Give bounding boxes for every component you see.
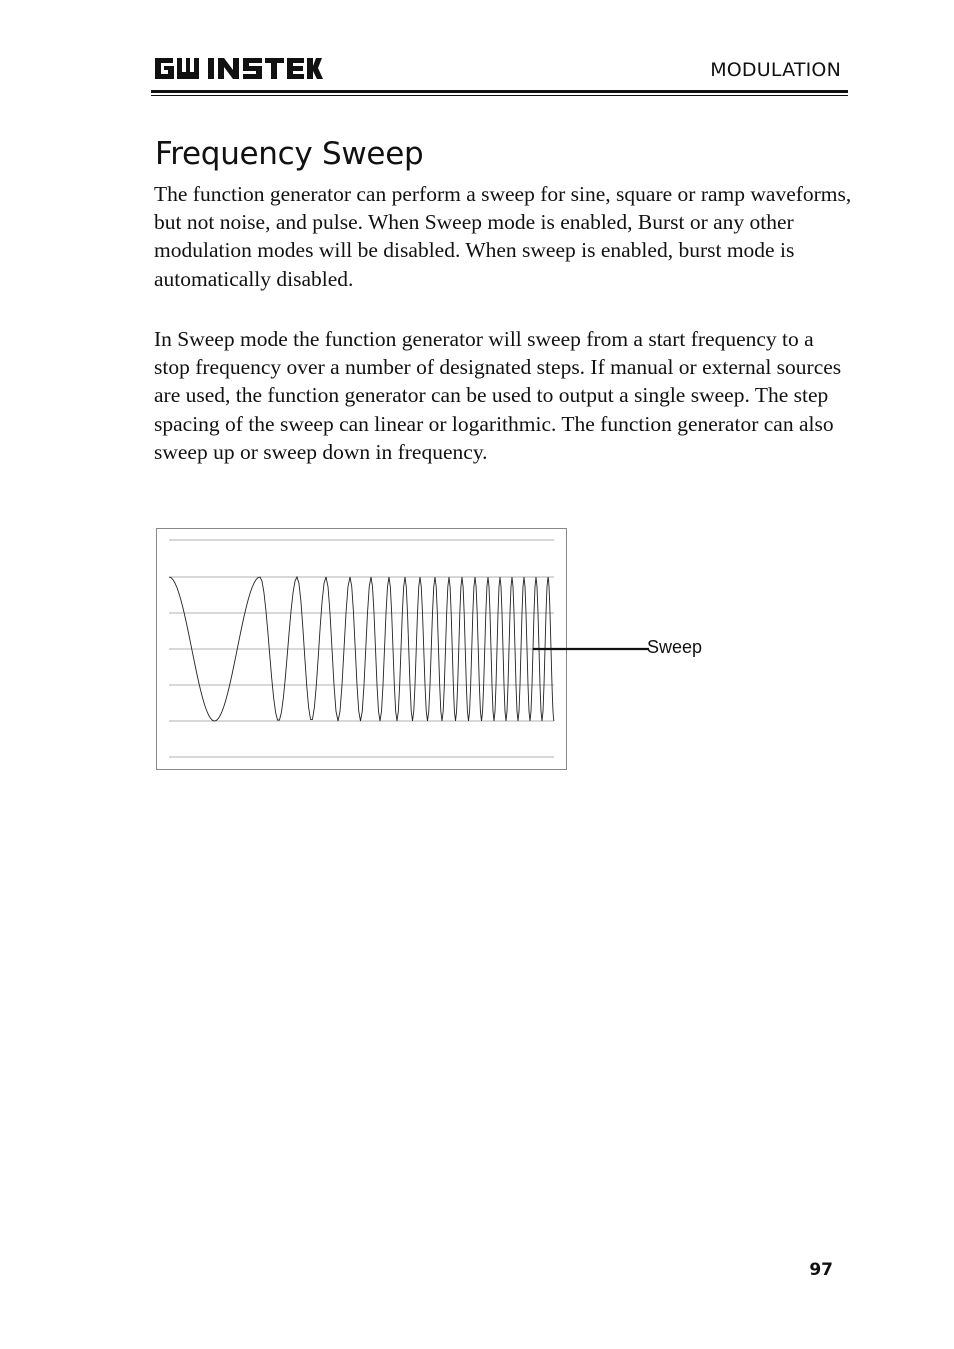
figure-frame [157, 529, 567, 770]
page-number: 97 [809, 1260, 833, 1280]
sweep-waveform [169, 577, 554, 721]
header-rule-thin [151, 95, 848, 96]
sweep-label: Sweep [647, 637, 703, 657]
paragraph-intro: The function generator can perform a sweep for sine, square or ramp waveforms, but not noise, and pulse. When Sweep mode is enabled, Burst or any other modulation modes will be disabled. When sweep is enabled, burst mode is automatically disabled. [154, 182, 852, 291]
header-rule [151, 90, 848, 93]
section-title: MODULATION [710, 59, 841, 81]
page-title: Frequency Sweep [155, 136, 424, 172]
figure-gridlines [169, 540, 554, 757]
gw-instek-logo [153, 55, 323, 83]
paragraph-sweep-mode: In Sweep mode the function generator will sweep from a start frequency to a stop frequency over a number of designated steps. If manual or external sources are used, the function generator can be used to output a single sweep. The step spacing of the sweep can linear or logarithmic. The function generator can also sweep up or sweep down in frequency. [154, 327, 842, 464]
